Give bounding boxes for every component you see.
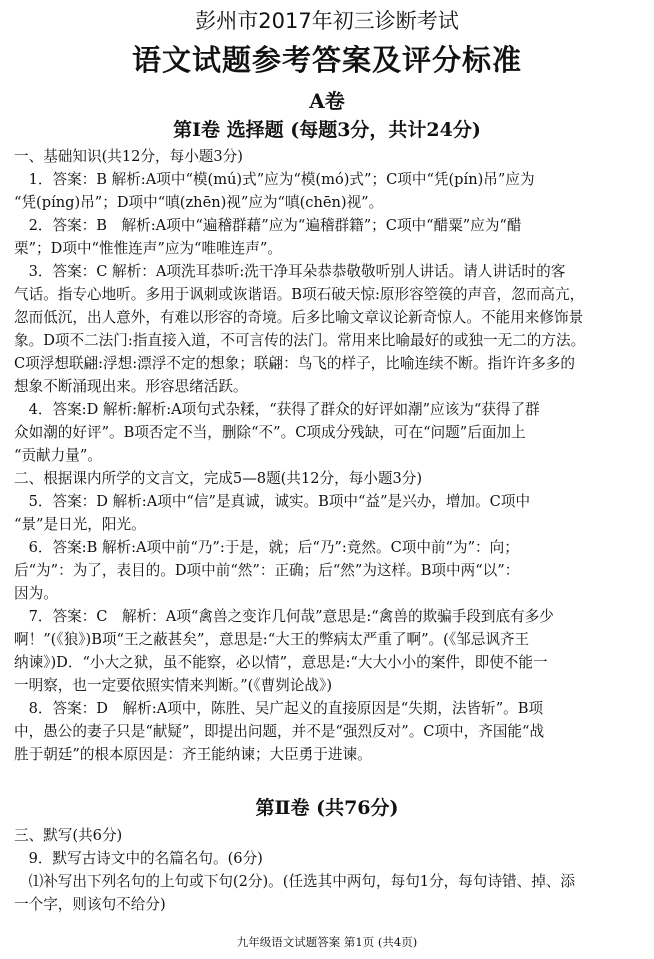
text-line: 众如潮的好评”。B项否定不当，删除“不”。C项成分残缺，可在“问题”后面加上 xyxy=(14,424,526,441)
text-line: 一个字，则该句不给分) xyxy=(14,896,166,913)
text-line: 5．答案：D 解析:A项中“信”是真诚，诚实。B项中“益”是兴办，增加。C项中 xyxy=(14,493,531,510)
part1-body xyxy=(14,145,640,766)
text-line: 忽而低沉，出人意外，有难以形容的奇境。后多比喻文章议论新奇惊人。不能用来修饰景 xyxy=(14,309,584,326)
text-line: 啊！”(《狼》)B项“王之蔽甚矣”，意思是:“大王的弊病太严重了啊”。(《邹忌讽齐王 xyxy=(14,631,530,648)
text-line: “凭(píng)吊”；D项中“嗔(zhēn)视”应为“嗔(chēn)视”。 xyxy=(14,194,384,211)
text-line: 象。D项不二法门:指直接入道，不可言传的法门。常用来比喻最好的或独一无二的方法。 xyxy=(14,332,586,349)
part2-heading: 第Ⅱ卷 (共76分) xyxy=(255,797,399,819)
text-line: ⑴补写出下列名句的上句或下句(2分)。(任选其中两句，每句1分，每句诗错、掉、添 xyxy=(14,873,576,890)
text-line: 因为。 xyxy=(14,585,58,602)
paper-version: A卷 xyxy=(309,89,345,113)
text-line: 1．答案：B 解析:A项中“模(mú)式”应为“模(mó)式”；C项中“凭(pín)吊”应为 xyxy=(14,171,535,188)
text-line: 胜于朝廷”的根本原因是：齐王能纳谏；大臣勇于进谏。 xyxy=(14,746,372,763)
text-line: 中，愚公的妻子只是“献疑”，即提出问题，并不是“强烈反对”。C项中，齐国能“战 xyxy=(14,723,545,740)
text-line: 三、默写(共6分) xyxy=(14,827,123,844)
text-line: 二、根据课内所学的文言文，完成5—8题(共12分，每小题3分) xyxy=(14,470,423,487)
part2-body xyxy=(14,824,640,916)
text-line: 7．答案：C 解析：A项“禽兽之变诈几何哉”意思是:“禽兽的欺骗手段到底有多少 xyxy=(14,608,554,625)
text-line: 一、基础知识(共12分，每小题3分) xyxy=(14,148,243,165)
text-line: 4．答案:D 解析:解析:A项句式杂糅，“获得了群众的好评如潮”应该为“获得了群 xyxy=(14,401,540,418)
text-line: 一明察，也一定要依照实情来判断。”(《曹刿论战》) xyxy=(14,677,333,694)
text-line: 想象不断涌现出来。形容思绪活跃。 xyxy=(14,378,248,395)
part1-heading: 第Ⅰ卷 选择题 (每题3分，共计24分) xyxy=(173,119,481,141)
text-line: 2．答案：B 解析:A项中“遍稽群藉”应为“遍稽群籍”；C项中“醋粟”应为“醋 xyxy=(14,217,522,234)
text-line: C项浮想联翩:浮想:漂浮不定的想象；联翩：鸟飞的样子，比喻连续不断。指许许多多的 xyxy=(14,355,575,372)
text-line: 栗”；D项中“惟惟连声”应为“唯唯连声”。 xyxy=(14,240,282,257)
text-line: 6．答案:B 解析:A项中前“乃”:于是，就；后“乃”:竟然。C项中前“为”：向； xyxy=(14,539,519,556)
text-line: 9．默写古诗文中的名篇名句。(6分) xyxy=(14,850,263,867)
exam-title: 彭州市2017年初三诊断考试 xyxy=(195,9,459,33)
text-line: 3．答案：C 解析：A项洗耳恭听:洗干净耳朵恭恭敬敬听别人讲话。请人讲话时的客 xyxy=(14,263,566,280)
text-line: 纳谏》)D．“小大之狱，虽不能察，必以情”，意思是:“大大小小的案件，即使不能一 xyxy=(14,654,548,671)
text-line: 气话。指专心地听。多用于讽刺或诙谐语。B项石破天惊:原形容箜篌的声音，忽而高亢， xyxy=(14,286,585,303)
page-footer: 九年级语文试题答案 第1页 (共4页) xyxy=(236,935,418,949)
text-line: 8．答案：D 解析:A项中，陈胜、吴广起义的直接原因是“失期，法皆斩”。B项 xyxy=(14,700,544,717)
text-line: “景”是日光，阳光。 xyxy=(14,516,146,533)
document-title: 语文试题参考答案及评分标准 xyxy=(131,43,522,77)
text-line: “贡献力量”。 xyxy=(14,447,102,464)
text-line: 后“为”：为了，表目的。D项中前“然”：正确；后“然”为这样。B项中两“以”： xyxy=(14,562,520,579)
